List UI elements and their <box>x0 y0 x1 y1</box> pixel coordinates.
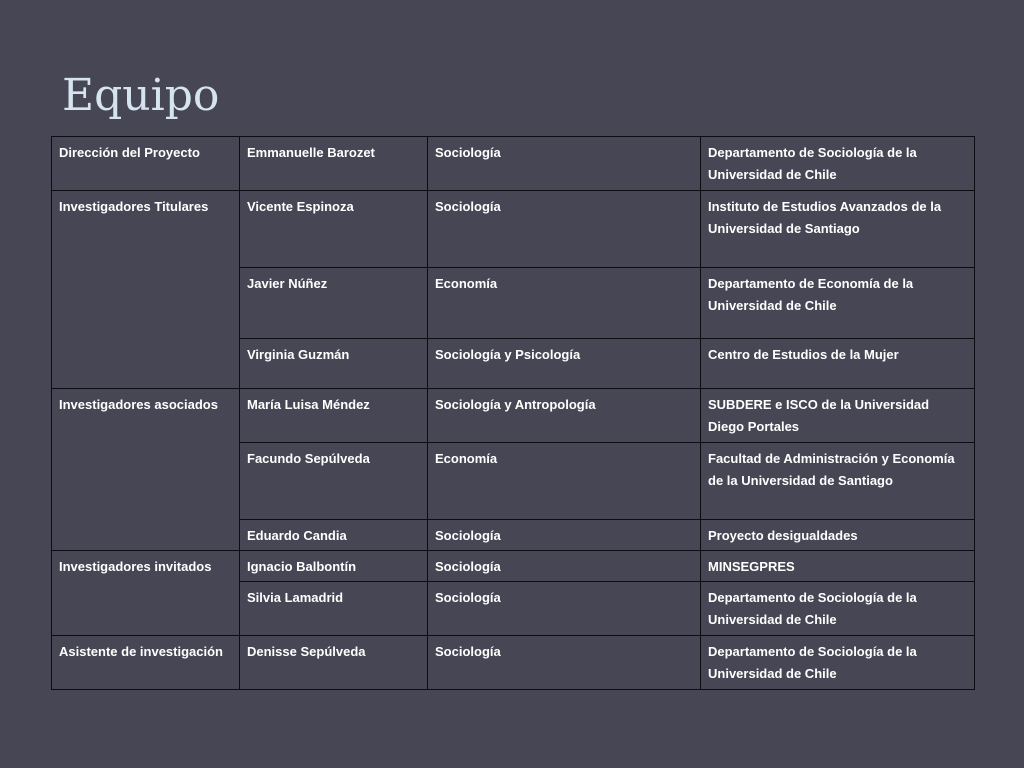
institution-cell: Departamento de Sociología de la Universidad de Chile <box>701 636 975 690</box>
institution-cell: Centro de Estudios de la Mujer <box>701 339 975 389</box>
institution-cell: MINSEGPRES <box>701 551 975 582</box>
institution-cell: Facultad de Administración y Economía de la Universidad de Santiago <box>701 443 975 520</box>
name-cell: Ignacio Balbontín <box>240 551 428 582</box>
table-row <box>52 636 975 690</box>
institution-cell: Departamento de Economía de la Universidad de Chile <box>701 268 975 339</box>
table-row <box>52 137 975 191</box>
name-cell: Eduardo Candia <box>240 520 428 551</box>
discipline-cell: Economía <box>428 268 701 339</box>
discipline-cell: Economía <box>428 443 701 520</box>
slide-title: Equipo <box>62 70 220 121</box>
table-row <box>52 191 975 268</box>
role-cell: Investigadores asociados <box>52 389 240 551</box>
institution-cell: SUBDERE e ISCO de la Universidad Diego Portales <box>701 389 975 443</box>
institution-cell: Departamento de Sociología de la Universidad de Chile <box>701 137 975 191</box>
name-cell: Vicente Espinoza <box>240 191 428 268</box>
role-cell: Asistente de investigación <box>52 636 240 690</box>
name-cell: Javier Núñez <box>240 268 428 339</box>
name-cell: María Luisa Méndez <box>240 389 428 443</box>
discipline-cell: Sociología <box>428 582 701 636</box>
discipline-cell: Sociología y Antropología <box>428 389 701 443</box>
table-row <box>52 389 975 443</box>
discipline-cell: Sociología y Psicología <box>428 339 701 389</box>
name-cell: Virginia Guzmán <box>240 339 428 389</box>
name-cell: Denisse Sepúlveda <box>240 636 428 690</box>
name-cell: Emmanuelle Barozet <box>240 137 428 191</box>
discipline-cell: Sociología <box>428 137 701 191</box>
table-row <box>52 551 975 582</box>
name-cell: Silvia Lamadrid <box>240 582 428 636</box>
discipline-cell: Sociología <box>428 636 701 690</box>
institution-cell: Instituto de Estudios Avanzados de la Universidad de Santiago <box>701 191 975 268</box>
discipline-cell: Sociología <box>428 551 701 582</box>
role-cell: Dirección del Proyecto <box>52 137 240 191</box>
institution-cell: Proyecto desigualdades <box>701 520 975 551</box>
role-cell: Investigadores invitados <box>52 551 240 636</box>
role-cell: Investigadores Titulares <box>52 191 240 389</box>
discipline-cell: Sociología <box>428 191 701 268</box>
team-table <box>51 136 975 690</box>
name-cell: Facundo Sepúlveda <box>240 443 428 520</box>
institution-cell: Departamento de Sociología de la Universidad de Chile <box>701 582 975 636</box>
discipline-cell: Sociología <box>428 520 701 551</box>
